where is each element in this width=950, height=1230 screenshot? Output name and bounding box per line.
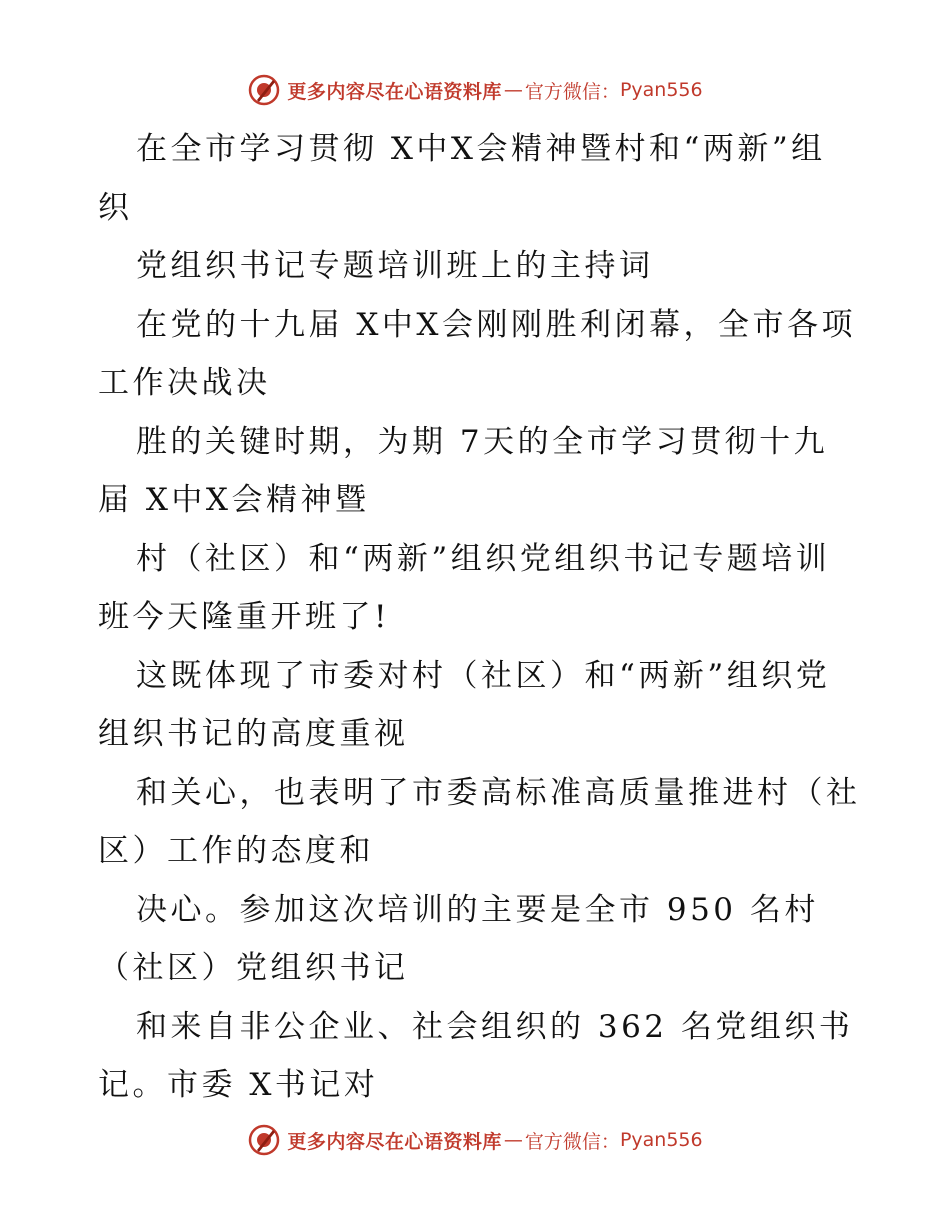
document-body [98,120,861,1115]
quill-logo-icon [247,1123,281,1157]
header-wechat-id: Pyan556 [619,79,703,101]
body-line: 组织书记的高度重视 [98,716,409,752]
body-line: 和关心，也表明了市委高标准高质量推进村（社 [136,774,861,811]
header-brand: 更多内容尽在心语资料库 [287,80,502,103]
header-label: 官方微信： [524,80,620,103]
body-line: 工作决战决 [98,365,271,401]
footer-label: 官方微信： [524,1130,620,1153]
body-line: 党组织书记专题培训班上的主持词 [136,248,654,284]
quill-logo-icon [247,73,281,107]
body-line: （社区）党组织书记 [98,950,409,986]
body-line: 胜的关键时期，为期 7天的全市学习贯彻十九 [136,423,829,460]
body-line: 这既体现了市委对村（社区）和“两新”组织党 [136,657,831,694]
footer-wechat-id: Pyan556 [619,1129,703,1151]
body-line: 在全市学习贯彻 X中X会精神暨村和“两新”组 [136,131,826,167]
footer-brand: 更多内容尽在心语资料库 [287,1130,502,1153]
header-separator: — [503,79,523,101]
body-line: 班今天隆重开班了! [98,599,390,635]
body-line: 在党的十九届 X中X会刚刚胜利闭幕，全市各项 [136,306,856,343]
footer-banner [0,1120,950,1160]
footer-separator: — [503,1129,523,1151]
body-line: 村（社区）和“两新”组织党组织书记专题培训 [136,540,831,577]
body-line: 届 X中X会精神暨 [98,482,370,518]
body-line: 记。市委 X书记对 [98,1067,379,1103]
body-line: 织 [98,189,133,226]
header-banner [0,70,950,110]
body-line: 决心。参加这次培训的主要是全市 950 名村 [136,891,819,928]
body-line: 区）工作的态度和 [98,833,374,869]
body-line: 和来自非公企业、社会组织的 362 名党组织书 [136,1008,854,1045]
